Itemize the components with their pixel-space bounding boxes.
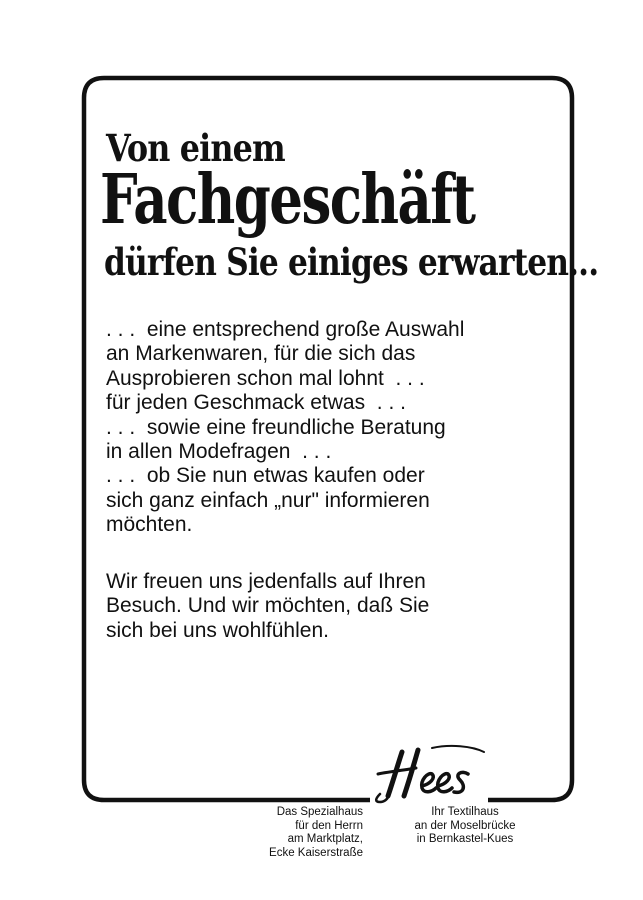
body-line: in allen Modefragen . . . [106, 440, 332, 464]
address-left [269, 806, 363, 860]
body-line: . . . sowie eine freundliche Beratung [106, 415, 446, 439]
address-left-line: Das Spezialhaus [276, 806, 363, 818]
body-paragraph [106, 318, 536, 538]
address-left-line: für den Herrn [295, 819, 363, 832]
closing-line: sich bei uns wohlfühlen. [106, 618, 329, 642]
address-right-line: Ihr Textilhaus [431, 806, 499, 818]
address-right-line: in Bernkastel-Kues [416, 833, 514, 845]
body-line: Ausprobieren schon mal lohnt . . . [106, 366, 425, 390]
body-line: sich ganz einfach „nur" informieren [106, 488, 430, 512]
closing-line: Wir freuen uns jedenfalls auf Ihren [106, 570, 426, 593]
headline-line-3: dürfen Sie einiges erwarten... [104, 240, 599, 284]
address-left-line: Ecke Kaiserstraße [269, 846, 363, 859]
address-right [406, 806, 524, 847]
address-left-line: am Marktplatz, [287, 833, 363, 845]
body-line: . . . ob Sie nun etwas kaufen oder [106, 464, 425, 488]
headline-line-2: Fachgeschäft [100, 160, 475, 240]
body-line: möchten. [106, 513, 193, 537]
headline-line-1: Von einem [106, 126, 285, 170]
address-right-line: an der Moselbrücke [414, 819, 516, 832]
closing-paragraph [106, 570, 536, 643]
closing-line: Besuch. Und wir möchten, daß Sie [106, 594, 430, 618]
body-line: an Markenwaren, für die sich das [106, 342, 416, 366]
hees-logo [372, 744, 492, 806]
body-line: für jeden Geschmack etwas . . . [106, 391, 406, 415]
body-line: . . . eine entsprechend große Auswahl [106, 318, 465, 341]
